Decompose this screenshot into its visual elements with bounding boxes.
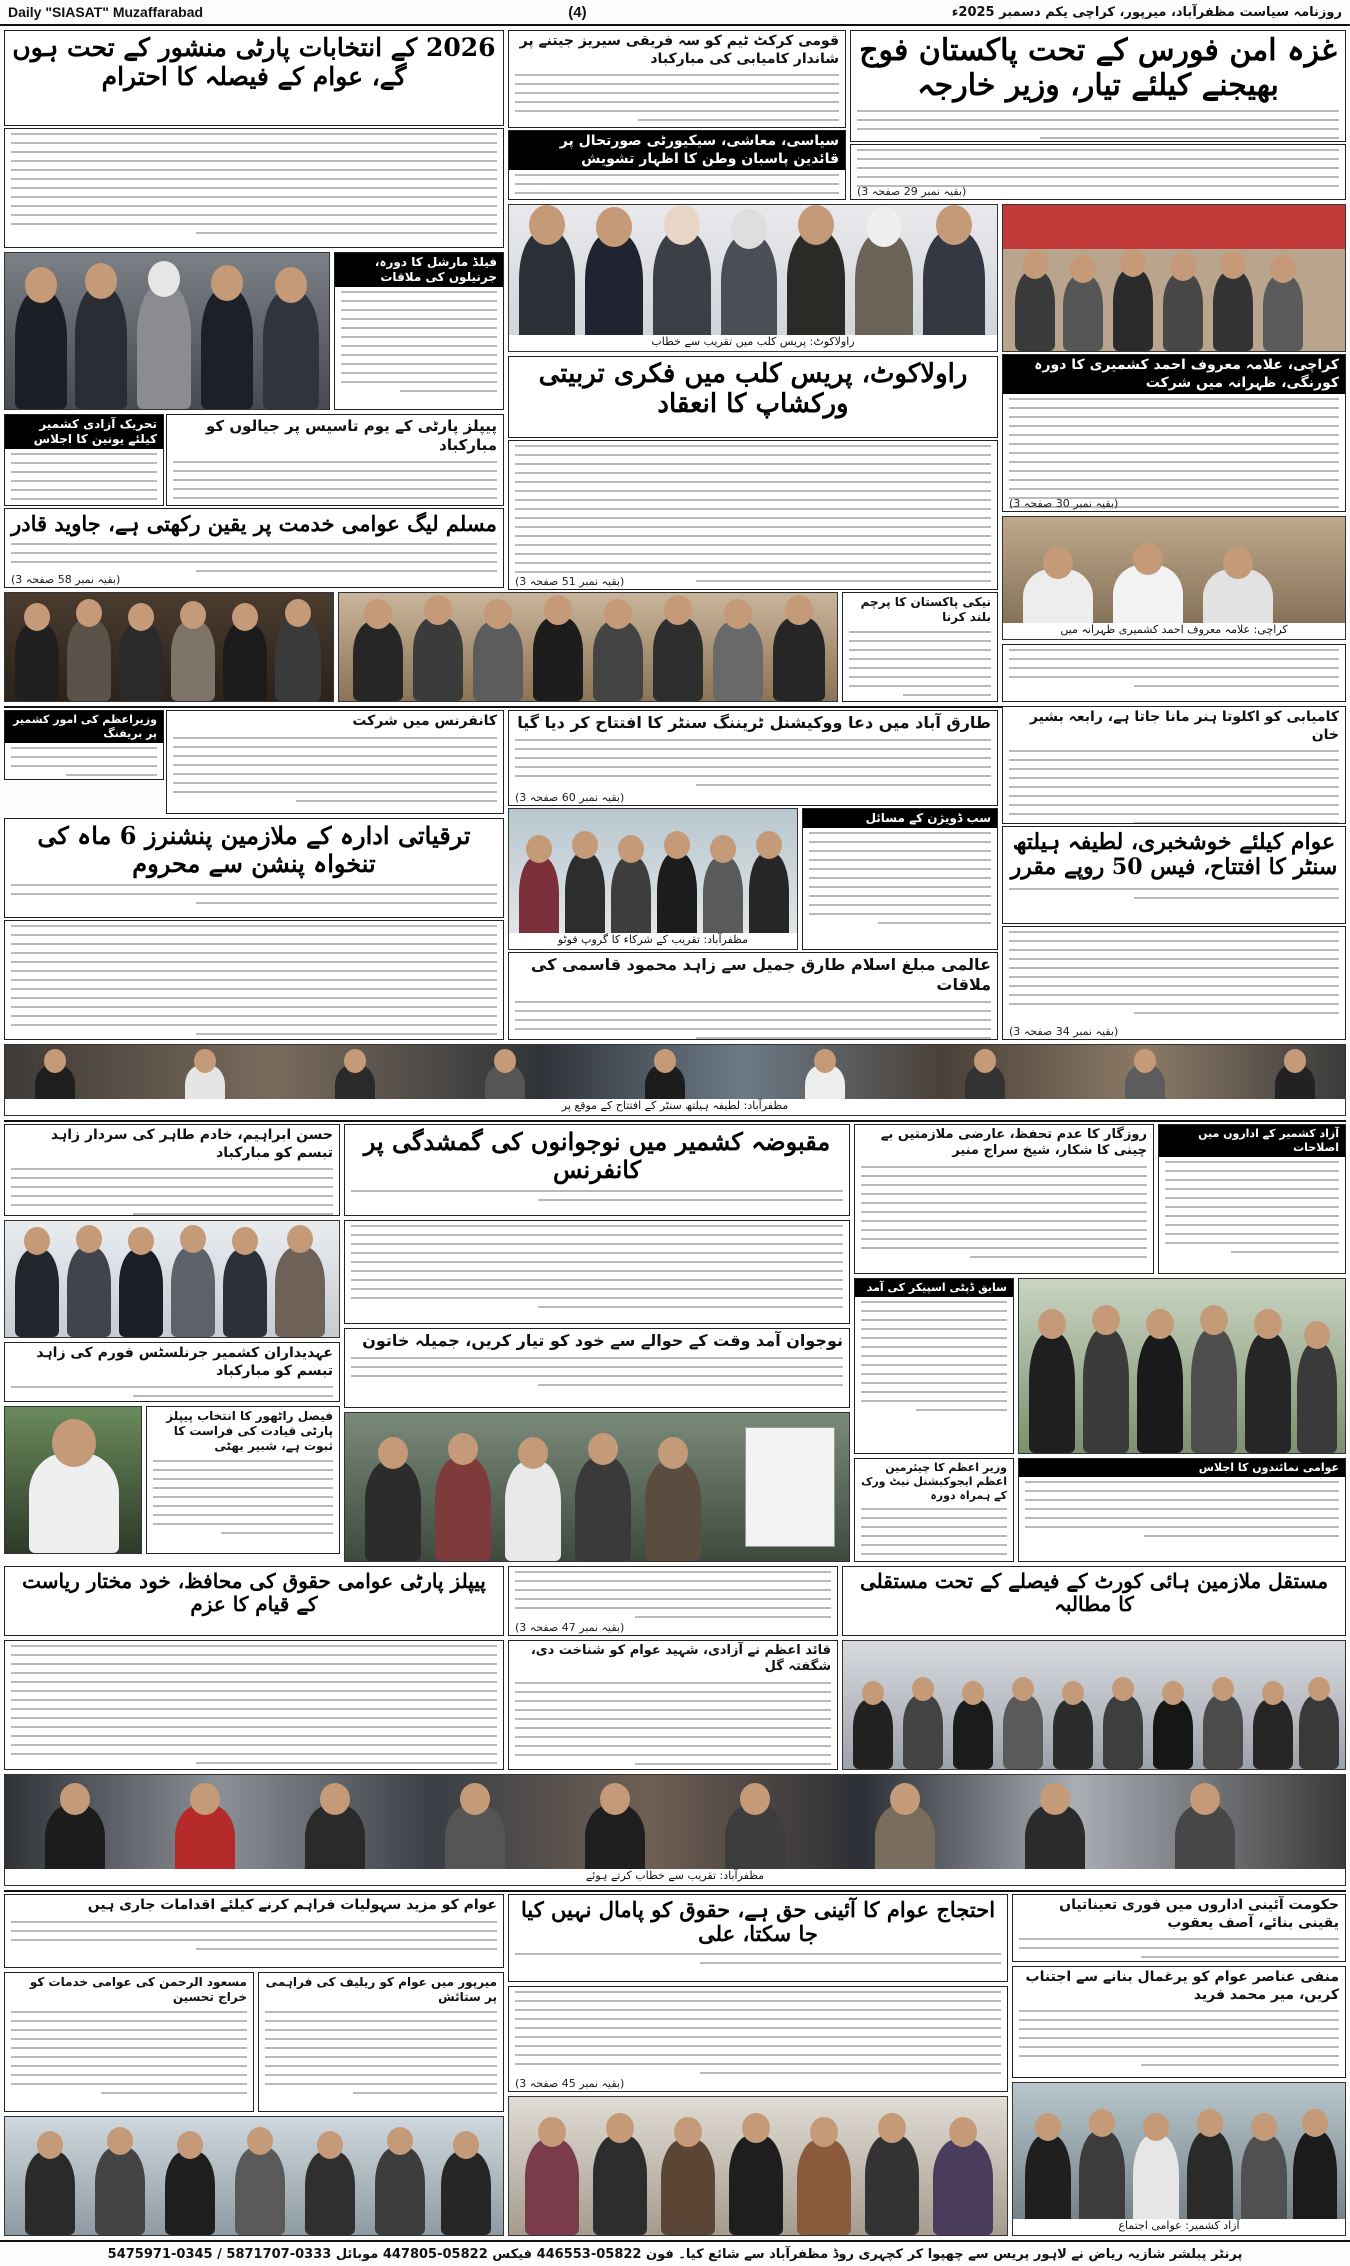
photo-women-group — [508, 2096, 1008, 2236]
story-right-4 — [1018, 1458, 1346, 1562]
headline: فیصل راٹھور کا انتخاب پیپلز پارٹی قیادت کی فراست کا ثبوت ہے، شبیر بھٹی — [166, 1409, 333, 1453]
story-faisal — [146, 1406, 340, 1554]
story-tariq-jameel — [508, 952, 998, 1040]
headline: نیکی پاکستان کا پرچم بلند کرنا — [860, 595, 991, 624]
story-small-1 — [334, 252, 504, 410]
headline: قائد اعظم نے آزادی، شہید عوام کو شناخت دی، شگفتہ گل — [530, 1643, 831, 1675]
continued-ref: (بقیہ نمبر 29 صفحہ 3) — [857, 185, 967, 198]
photo-portrait-1 — [4, 1406, 142, 1554]
headline: مسلم لیگ عوامی خدمت پر یقین رکھتی ہے، جاوید قادر — [11, 511, 497, 536]
story-pension — [4, 818, 504, 918]
photo-group-outdoor — [1018, 1278, 1346, 1454]
story-rawalakot — [508, 356, 998, 438]
story-hasan — [4, 1124, 340, 1216]
story-editors — [4, 1342, 340, 1402]
continued-ref: (بقیہ نمبر 45 صفحہ 3) — [515, 2077, 625, 2090]
story-masood — [4, 1972, 254, 2112]
story-rahim — [4, 1894, 504, 1968]
headline: ترقیاتی ادارہ کے ملازمین پنشنرز 6 ماہ کی تنخواہ پنشن سے محروم — [37, 821, 471, 878]
headline: مقبوضہ کشمیر میں نوجوانوں کی گمشدگی پر کانفرنس — [363, 1127, 831, 1184]
story-youth — [344, 1328, 850, 1408]
photo-caption: راولاکوٹ: پریس کلب میں تقریب سے خطاب — [509, 335, 997, 351]
headline: احتجاج عوام کا آئینی حق ہے، حقوق کو پامال نہیں کیا جا سکتا، علی — [520, 1897, 996, 1947]
story-fee-body — [1002, 926, 1346, 1040]
headline: فیلڈ مارشل کا دورہ، جرنیلوں کی ملاقات — [335, 253, 503, 287]
headline: غزہ امن فورس کے تحت پاکستان فوج بھیجنے کیلئے تیار، وزیر خارجہ — [859, 33, 1337, 103]
photo-strip-2 — [4, 1774, 1346, 1886]
headline: میرپور میں عوام کو ریلیف کی فراہمی پر ستائش — [265, 1975, 497, 2004]
footer-imprint: پرنٹر پبلشر شازیہ ریاض نے لاہور پریس سے چھپوا کر کچہری روڈ مظفرآباد سے شائع کیا۔ فون 05822-446553 فیکس 05822-447805 موبائل 0333-5871707 / 0345-5475971 — [0, 2240, 1350, 2266]
story-rights-body — [4, 1640, 504, 1770]
headline: عوام کو مزید سہولیات فراہم کرنے کیلئے اقدامات جاری ہیں — [87, 1897, 497, 1913]
story-small-3 — [1002, 644, 1346, 702]
headline: وزیراعظم کی امور کشمیر پر بریفنگ — [5, 711, 163, 743]
headline: عہدیداران کشمیر جرنلسٹس فورم کی زاہد تبسم کو مبارکباد — [36, 1345, 333, 1379]
story-fee — [1002, 826, 1346, 924]
story-small-4 — [802, 808, 998, 950]
story-left-small — [4, 710, 164, 780]
photo-meeting-1 — [4, 592, 334, 702]
divider — [4, 1120, 1346, 1122]
photo-group-portraits — [508, 204, 998, 352]
headline: عوام کیلئے خوشخبری، لطیفہ ہیلتھ سنٹر کا افتتاح، فیس 50 روپے مقرر — [1010, 829, 1338, 881]
headline: قومی کرکٹ ٹیم کو سہ فریقی سیریز جیتنے پر شاندار کامیابی کی مبارکباد — [519, 33, 839, 67]
continued-ref: (بقیہ نمبر 34 صفحہ 3) — [1009, 1025, 1119, 1038]
story-pm — [854, 1458, 1014, 1562]
headline: آزاد کشمیر کے اداروں میں اصلاحات — [1159, 1125, 1345, 1157]
headline: عالمی مبلغ اسلام طارق جمیل سے زاہد محمود قاسمی کی ملاقات — [530, 955, 991, 994]
paper-name-latin: Daily "SIASAT" Muzaffarabad — [8, 4, 204, 20]
story-manfi — [1012, 1966, 1346, 2078]
headline: کامیابی کو اکلوتا ہنر مانا جاتا ہے، رابعہ بشیر خان — [1029, 709, 1339, 743]
headline: سیاسی، معاشی، سیکیورٹی صورتحال پر قائدین پاسبان وطن کا اظہار تشویش — [509, 131, 845, 170]
photo-bottom-left — [4, 2116, 504, 2236]
headline: حسن ابراہیم، خادم طاہر کی سردار زاہد تبسم کو مبارکباد — [50, 1127, 333, 1161]
headline: سب ڈویژن کے مسائل — [803, 809, 997, 828]
story-late-mother — [508, 1566, 838, 1636]
headline: پیپلز پارٹی عوامی حقوق کی محافظ، خود مختار ریاست کے قیام کا عزم — [22, 1569, 486, 1616]
story-ex-deputy — [854, 1278, 1014, 1454]
photo-karachi — [1002, 516, 1346, 640]
paper-date-urdu: روزنامہ سیاست مظفرآباد، میرپور، کراچی یکم دسمبر 2025ء — [951, 4, 1342, 20]
story-airport — [258, 1972, 504, 2112]
continued-ref: (بقیہ نمبر 58 صفحہ 3) — [11, 573, 121, 586]
story-rabia — [1002, 706, 1346, 824]
headline: مسعود الرحمن کی عوامی خدمات کو خراج تحسین — [29, 1975, 247, 2004]
story-ppp — [166, 414, 504, 506]
headline: سابق ڈپٹی اسپیکر کی آمد — [855, 1279, 1013, 1297]
story-small-2 — [842, 592, 998, 702]
photo-caption: مظفرآباد: تقریب کے شرکاء کا گروپ فوٹو — [509, 933, 797, 949]
photo-group-snow — [508, 808, 798, 950]
headline: 2026 کے انتخابات پارٹی منشور کے تحت ہوں گے، عوام کے فیصلہ کا احترام — [12, 33, 496, 91]
story-ehtijaj-body — [508, 1986, 1008, 2092]
story-azadi — [508, 1640, 838, 1770]
headline: منفی عناصر عوام کو یرغمال بنانے سے اجتناب کریں، میر محمد فرید — [1025, 1969, 1339, 2003]
story-ehtijaj — [508, 1894, 1008, 1982]
continued-ref: (بقیہ نمبر 51 صفحہ 3) — [515, 575, 625, 588]
photo-event-hall — [1002, 204, 1346, 352]
headline: مستقل ملازمین ہائی کورٹ کے فیصلے کے تحت مستقلی کا مطالبہ — [859, 1569, 1329, 1616]
story-kashmir-union — [4, 414, 164, 506]
story-tariqabad — [508, 710, 998, 806]
photo-caption: مظفرآباد: لطیفہ ہیلتھ سنٹر کے افتتاح کے موقع پر — [5, 1099, 1345, 1115]
headline: کراچی، علامہ معروف احمد کشمیری کا دورہ کورنگی، ظہرانہ میں شرکت — [1003, 355, 1345, 394]
continued-ref: (بقیہ نمبر 47 صفحہ 3) — [515, 1621, 625, 1634]
masthead — [0, 0, 1350, 26]
story-rozgar — [854, 1124, 1154, 1274]
story-gaza-body — [850, 144, 1346, 200]
page-number: (4) — [568, 3, 587, 21]
headline: طارق آباد میں دعا ووکیشنل ٹریننگ سنٹر کا افتتاح کر دیا گیا — [517, 713, 991, 732]
headline: حکومت آئینی اداروں میں فوری تعیناتیاں یقینی بنائے، آصف یعقوب — [1059, 1897, 1339, 1931]
photo-crowd — [842, 1640, 1346, 1770]
story-pension-body — [4, 920, 504, 1040]
story-rights — [4, 1566, 504, 1636]
continued-ref: (بقیہ نمبر 60 صفحہ 3) — [515, 791, 625, 804]
headline: روزگار کا عدم تحفظ، عارضی ملازمتیں بے چینی کا شکار، شیخ سراج منیر — [880, 1127, 1147, 1159]
headline: عوامی نمائندوں کا اجلاس — [1019, 1459, 1345, 1477]
story-aeen — [1012, 1894, 1346, 1962]
photo-caption: آزاد کشمیر: عوامی اجتماع — [1013, 2219, 1345, 2235]
photo-strip-1 — [4, 1044, 1346, 1116]
story-sarbaz — [166, 710, 504, 814]
headline: نوجوان آمد وقت کے حوالے سے خود کو تیار کریں، جمیلہ خاتون — [362, 1331, 843, 1350]
headline: وزیر اعظم کا چیئرمین اعظم ایجوکیشنل نیٹ ورک کے ہمراہ دورہ — [861, 1461, 1007, 1502]
photo-ribbon-cutting — [344, 1412, 850, 1562]
headline: پیپلز پارٹی کے یوم تاسیس پر جیالوں کو مبارکباد — [206, 417, 497, 454]
photo-group-3 — [4, 1220, 340, 1338]
story-2026 — [4, 30, 504, 126]
photo-bottom-right — [1012, 2082, 1346, 2236]
story-2026-body — [4, 128, 504, 248]
headline: کانفرنس میں شرکت — [352, 713, 497, 729]
continued-ref: (بقیہ نمبر 30 صفحہ 3) — [1009, 497, 1119, 510]
story-pasban — [508, 130, 846, 200]
photo-caption: مظفرآباد: تقریب سے خطاب کرتے ہوئے — [5, 1869, 1345, 1885]
story-cricket — [508, 30, 846, 128]
divider — [4, 1890, 1346, 1892]
story-conference-body — [344, 1220, 850, 1324]
headline: تحریک آزادی کشمیر کیلئے یونین کا اجلاس — [5, 415, 163, 449]
story-right-small — [1158, 1124, 1346, 1274]
photo-caption: کراچی: علامہ معروف احمد کشمیری ظہرانہ میں — [1003, 623, 1345, 639]
headline: راولاکوٹ، پریس کلب میں فکری تربیتی ورکشاپ کا انعقاد — [538, 359, 968, 419]
photo-handshake — [4, 252, 330, 410]
story-rawalakot-body — [508, 440, 998, 590]
story-ruckus — [842, 1566, 1346, 1636]
photo-meeting-2 — [338, 592, 838, 702]
story-muslim-league — [4, 508, 504, 588]
story-conference — [344, 1124, 850, 1216]
story-gaza — [850, 30, 1346, 142]
story-karachi — [1002, 354, 1346, 512]
